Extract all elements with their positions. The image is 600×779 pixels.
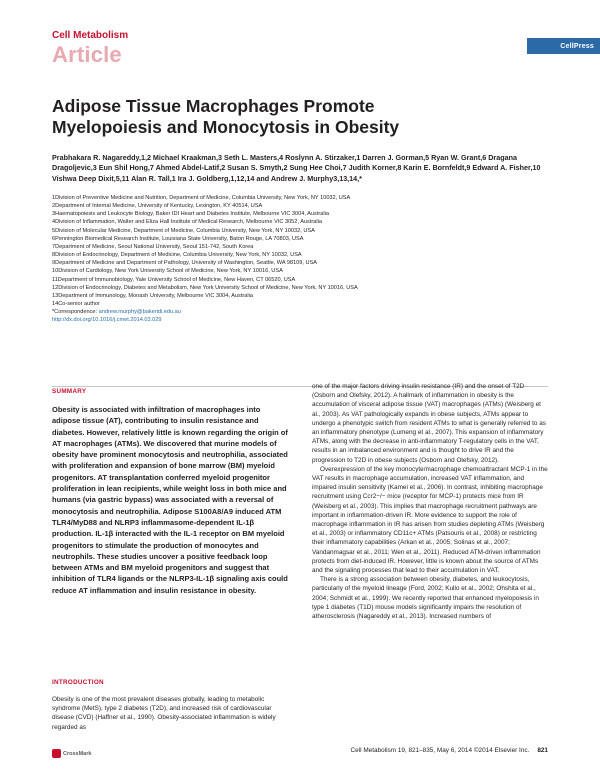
footer-citation: Cell Metabolism 19, 821–835, May 6, 2014 ©2014 Elsevier Inc. <box>350 747 530 754</box>
affiliation: 13Department of Immunology, Monash University, Melbourne VIC 3004, Australia <box>52 292 253 299</box>
right-column <box>312 382 548 621</box>
affiliation: 14Co-senior author <box>52 301 100 308</box>
affiliation: 1Division of Preventive Medicine and Nutrition, Department of Medicine, Columbia University, New York, NY 10032, USA <box>52 195 351 201</box>
paragraph: There is a strong association between obesity, diabetes, and leukocytosis, particularly of the myeloid lineage (Ford, 2002; Kullo et al., 2002; Ohshita et al., 2004; Schmidt et al., 1999). We recently reported that enhanced myelopoiesis in type 1 diabetes (T1D) mouse models significantly impairs the resolution of atherosclerosis (Nagareddy et al., 2013). Increased numbers of <box>312 576 539 621</box>
summary-heading: SUMMARY <box>52 388 87 395</box>
article-title: Adipose Tissue Macrophages Promote Myelopoiesis and Monocytosis in Obesity <box>52 96 400 137</box>
affiliation: 5Division of Molecular Medicine, Department of Medicine, Columbia University, New York, NY 10032, USA <box>52 227 315 234</box>
page-footer <box>292 747 548 754</box>
paragraph: Overexpression of the key monocyte/macrophage chemoattractant MCP-1 in the VAT results in macrophage accumulation, increased VAT inflammation, and impaired insulin sensitivity (Kamei et al., 2006). In contrast, inhibiting macrophage recruitment using Ccr2−/− mice (receptor for MCP-1) protects mice from IR (Weisberg et al., 2003). This implies that macrophage recruitment pathways are important in inflammation-driven IR. More evidence to support the role of macrophage inflammation in IR has arisen from studies depleting ATMs (Weisberg et al., 2003) or inflammatory CD11c+ ATMs (Patsouris et al., 2008) or restricting their inflammatory capabilities (Arkan et al., 2005; Solinas et al., 2007; Vandanmagsar et al., 2011; Wen et al., 2011). Reduced ATM-driven inflammation protects from diet-induced IR. However, little is known about the source of ATMs and the signaling processes that lead to their accumulation in VAT. <box>312 465 548 575</box>
cellpress-logo-text: CellPress <box>560 42 594 50</box>
introduction-text: Obesity is one of the most prevalent diseases globally, leading to metabolic syndrome (MetS), type 2 diabetes (T2D), and increased risk of cardiovascular disease (CVD) (Haffner et al., 1990). Obesity-associated inflammation is widely regarded as <box>52 696 276 731</box>
correspondence <box>52 308 562 316</box>
affiliation: 12Division of Endocrinology, Diabetes and Metabolism, New York University School of Medicine, New York, NY 10016, USA <box>52 284 358 291</box>
crossmark-label: CrossMark <box>63 750 92 757</box>
cellpress-logo <box>527 38 600 54</box>
affiliation: 7Department of Medicine, Seoul National University, Seoul 151-742, South Korea <box>52 243 254 250</box>
correspondence-label: *Correspondence: <box>52 309 99 316</box>
crossmark-logo[interactable] <box>52 749 91 758</box>
affiliations <box>52 194 562 325</box>
correspondence-email-link[interactable]: andrew.murphy@bakeridi.edu.au <box>98 309 181 316</box>
affiliation: 8Division of Endocrinology, Department of Medicine, Columbia University, New York, NY 10032, USA <box>52 252 302 259</box>
affiliation: 9Department of Medicine and Department of Pathology, University of Washington, Seattle, WA 98109, USA <box>52 260 318 267</box>
doi-link[interactable]: http://dx.doi.org/10.1016/j.cmet.2014.03.029 <box>52 317 162 324</box>
affiliation: 6Pennington Biomedical Research Institute, Louisiana State University, Baton Rouge, LA 70803, USA <box>52 235 304 242</box>
article-type: Article <box>52 42 122 67</box>
summary-text: Obesity is associated with infiltration of macrophages into adipose tissue (AT), contributing to insulin resistance and diabetes. However, relatively little is known regarding the origin of AT macrophages (ATMs). We discovered that murine models of obesity have prominent monocytosis and neutrophilia, associated with proliferation and expansion of bone marrow (BM) myeloid progenitors. AT transplantation conferred myeloid progenitor proliferation in lean recipients, while weight loss in both mice and humans (via gastric bypass) was associated with a reversal of monocytosis and neutrophilia. Adipose S100A8/A9 induced ATM TLR4/MyD88 and NLRP3 inflammasome-dependent IL-1β production. IL-1β interacted with the IL-1 receptor on BM myeloid progenitors to stimulate the production of monocytes and neutrophils. These studies uncover a positive feedback loop between ATMs and BM myeloid progenitors and suggest that inhibition of TLR4 ligands or the NLRP3-IL-1β signaling axis could reduce AT inflammation and insulin resistance in obesity. <box>52 405 288 595</box>
paragraph: one of the major factors driving insulin resistance (IR) and the onset of T2D (Osborn and Olefsky, 2012). A hallmark of inflammation in obesity is the accumulation of visceral adipose tissue (VAT) macrophages (ATMs) (Weisberg et al., 2003). As VAT pathologically expands in obese subjects, ATMs appear to undergo a phenotypic switch from resident ATMs to what is generally referred to as an inflammatory phenotype (Lumeng et al., 2007). This expansion of inflammatory ATMs, along with the decrease in anti-inflammatory T-regulatory cells in the VAT, results in an imbalanced environment and is thought to drive IR and the progression to T2D in obese subjects (Osborn and Olefsky, 2012). <box>312 383 546 464</box>
crossmark-icon <box>52 749 61 758</box>
affiliation: 2Department of Internal Medicine, University of Kentucky, Lexington, KY 40514, USA <box>52 203 263 210</box>
affiliation: 10Division of Cardiology, New York University School of Medicine, New York, NY 10016, USA <box>52 268 283 275</box>
affiliation: 3Haematopoiesis and Leukocyte Biology, Baker IDI Heart and Diabetes Institute, Melbourne VIC 3004, Australia <box>52 211 329 218</box>
affiliation: 11Department of Immunobiology, Yale University School of Medicine, New Haven, CT 06520, USA <box>52 276 296 283</box>
journal-name: Cell Metabolism <box>52 30 129 41</box>
introduction-heading: INTRODUCTION <box>52 679 104 686</box>
author-list: Prabhakara R. Nagareddy,1,2 Michael Kraakman,3 Seth L. Masters,4 Roslynn A. Stirzaker,1 Darren J. Gorman,5 Ryan W. Grant,6 Dragana Dragoljevic,3 Eun Shil Hong,7 Ahmed Abdel-Latif,2 Susan S. Smyth,2 Sung Hee Choi,7 Judith Korner,8 Karin E. Bornfeldt,9 Edward A. Fisher,10 Vishwa Deep Dixit,5,11 Alan R. Tall,1 Ira J. Goldberg,1,12,14 and Andrew J. Murphy3,13,14,* <box>52 153 541 183</box>
affiliation: 4Division of Inflammation, Walter and Eliza Hall Institute of Medical Research, Melbourne VIC 3052, Australia <box>52 219 322 226</box>
page-number: 821 <box>537 747 548 754</box>
